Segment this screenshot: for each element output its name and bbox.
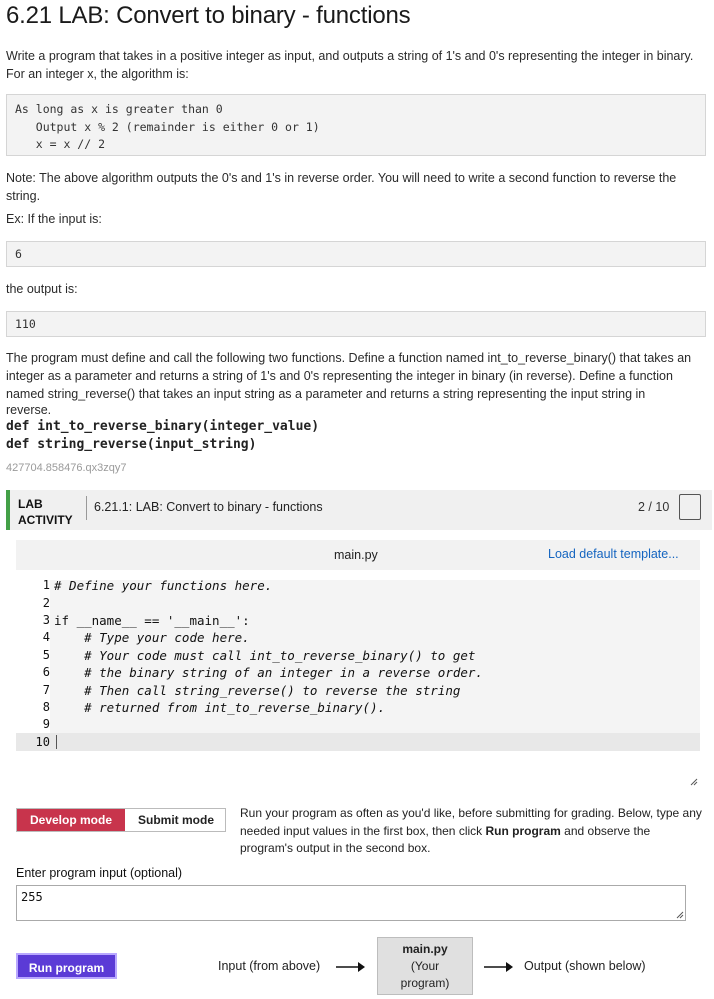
line-number: 10 (35, 735, 50, 749)
program-input-field[interactable]: 255 (16, 885, 686, 921)
lab-label-line-1: LAB (18, 497, 43, 511)
note-line-1: Note: The above algorithm outputs the 0's and 1's in reverse order. You will need to write a second function to reverse the (6, 171, 677, 185)
program-box-line: (Your (410, 959, 440, 973)
code-line[interactable]: # Define your functions here. (54, 578, 273, 593)
line-number: 7 (42, 683, 50, 697)
lab-activity-label (18, 496, 73, 528)
code-line[interactable]: # Then call string_reverse() to reverse the string (54, 683, 461, 698)
code-line[interactable]: # returned from int_to_reverse_binary(). (54, 700, 386, 715)
algorithm-line: Output x % 2 (remainder is either 0 or 1) (15, 119, 320, 134)
program-box (377, 937, 473, 995)
program-input-label: Enter program input (optional) (16, 866, 183, 880)
intro-line-2: For an integer x, the algorithm is: (6, 67, 189, 81)
requirements-line-1: The program must define and call the following two functions. Define a function named int_to_reverse_binary() that takes an (6, 351, 692, 365)
example-input-label: Ex: If the input is: (6, 212, 102, 226)
line-number: 5 (42, 648, 50, 662)
requirements-text (6, 349, 712, 417)
code-line[interactable]: # the binary string of an integer in a reverse order. (54, 665, 483, 680)
flow-input-label: Input (from above) (218, 959, 321, 973)
note-text (6, 169, 712, 205)
run-description-bold: Run program (485, 823, 561, 838)
program-box-file: main.py (402, 942, 448, 956)
run-description-text-end: and observe the program's output in the second box. (240, 823, 651, 855)
text-cursor (56, 735, 57, 749)
function-signature-1: def int_to_reverse_binary(integer_value) (6, 419, 320, 434)
run-description-text: Run your program as often as you'd like, before submitting for grading. Below, type any needed input values in the first box, then click (240, 806, 702, 838)
line-number: 2 (42, 596, 50, 610)
resize-handle-icon[interactable] (690, 778, 698, 786)
intro-text (6, 47, 712, 83)
algorithm-box (6, 94, 706, 156)
line-number: 6 (42, 665, 50, 679)
hash-id: 427704.858476.qx3zqy7 (6, 462, 127, 474)
submit-mode-button[interactable]: Submit mode (137, 813, 214, 827)
lab-label-line-2: ACTIVITY (18, 513, 73, 527)
lab-score: 2 / 10 (638, 500, 670, 514)
lab-title: 6.21.1: LAB: Convert to binary - functions (94, 500, 323, 514)
editor-file-name: main.py (334, 548, 378, 562)
requirements-line-4: reverse. (6, 403, 52, 417)
arrow-right-icon (484, 961, 514, 973)
line-number: 8 (42, 700, 50, 714)
line-number: 3 (42, 613, 50, 627)
algorithm-line: As long as x is greater than 0 (15, 102, 223, 116)
active-line-highlight (16, 733, 700, 751)
line-number: 1 (42, 578, 50, 592)
code-line[interactable]: # Your code must call int_to_reverse_binary() to get (54, 648, 476, 663)
example-output-box (6, 311, 706, 337)
line-number: 9 (42, 717, 50, 731)
flow-output-label: Output (shown below) (524, 959, 646, 973)
algorithm-line: x = x // 2 (15, 137, 106, 151)
example-output-label: the output is: (6, 282, 78, 296)
bookmark-icon[interactable] (679, 494, 701, 520)
requirements-line-3: named string_reverse() that takes an input string as a parameter and returns a string representing the input string in (6, 387, 646, 401)
program-box-line: program) (400, 976, 450, 990)
load-default-template-link[interactable]: Load default template... (548, 547, 679, 561)
arrow-right-icon (336, 961, 366, 973)
run-program-button[interactable]: Run program (16, 953, 117, 979)
page-title: 6.21 LAB: Convert to binary - functions (6, 2, 411, 29)
lab-separator (86, 496, 87, 520)
run-description (240, 805, 706, 858)
note-line-2: string. (6, 189, 41, 203)
intro-line-1: Write a program that takes in a positive integer as input, and outputs a string of 1's and 0's representing the integer in binary. (6, 49, 694, 63)
code-line[interactable]: if __name__ == '__main__': (54, 613, 250, 628)
develop-mode-button[interactable]: Develop mode (17, 809, 125, 831)
line-number: 4 (42, 630, 50, 644)
code-line[interactable]: # Type your code here. (54, 630, 250, 645)
lab-accent-bar (6, 490, 10, 530)
input-resize-handle-icon[interactable] (676, 911, 684, 919)
example-output-value: 110 (15, 317, 36, 331)
example-input-box (6, 241, 706, 267)
function-signature-2: def string_reverse(input_string) (6, 437, 257, 452)
example-input-value: 6 (15, 247, 22, 261)
requirements-line-2: integer as a parameter and returns a string of 1's and 0's representing the integer in binary (in reverse). Define a function (6, 369, 673, 383)
